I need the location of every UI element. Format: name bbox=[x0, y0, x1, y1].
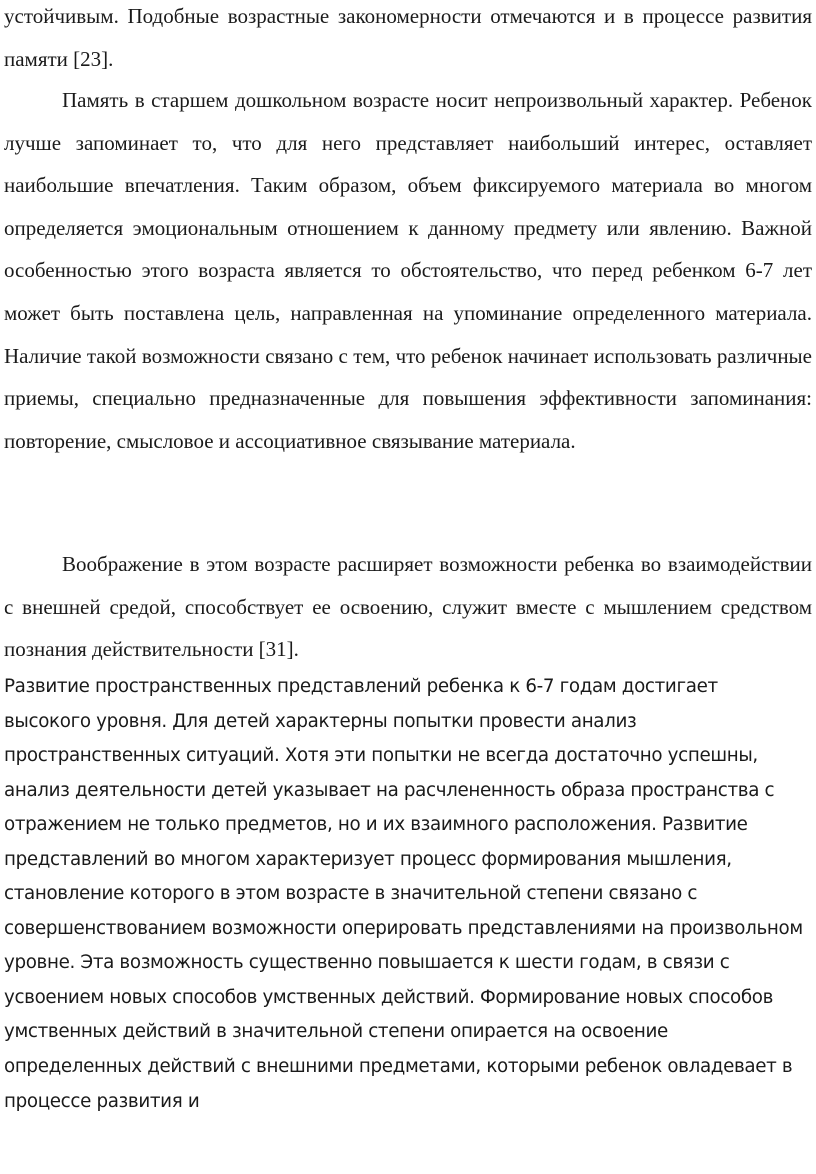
paragraph-spatial-representations bbox=[4, 670, 804, 1119]
paragraph-text: устойчивым. Подобные возрастные закономерности отмечаются и в процессе развития памяти [23]. bbox=[4, 4, 812, 71]
paragraph-text: Воображение в этом возрасте расширяет возможности ребенка во взаимодействии с внешней средой, способствует ее освоению, служит вместе с мышлением средством познания действительности [31]. bbox=[4, 552, 812, 662]
paragraph-text: Память в старшем дошкольном возрасте носит непроизвольный характер. Ребенок лучше запоминает то, что для него представляет наибольший интерес, оставляет наибольшие впечатления. Таким образом, объем фиксируемого материала во многом определяется эмоциональным отношением к данному предмету или явлению. Важной особенностью этого возраста является то обстоятельство, что перед ребенком 6-7 лет может быть поставлена цель, направленная на упоминание определенного материала. Наличие такой возможности связано с тем, что ребенок начинает использовать различные приемы, специально предназначенные для повышения эффективности запоминания: повторение, смысловое и ассоциативное связывание материала. bbox=[4, 88, 812, 453]
paragraph-memory-continuation bbox=[4, 0, 812, 80]
paragraph-memory bbox=[4, 79, 812, 462]
paragraph-text: Развитие пространственных представлений ребенка к 6-7 годам достигает высокого уровня. Для детей характерны попытки провести анализ пространственных ситуаций. Хотя эти попытки не всегда достаточно успешны, анализ деятельности детей указывает на расчлененность образа пространства с отражением не только предметов, но и их взаимного расположения. Развитие представлений во многом характеризует процесс формирования мышления, становление которого в этом возрасте в значительной степени связано с совершенствованием возможности оперировать представлениями на произвольном уровне. Эта возможность существенно повышается к шести годам, в связи с усвоением новых способов умственных действий. Формирование новых способов умственных действий в значительной степени опирается на освоение определенных действий с внешними предметами, которыми ребенок овладевает в процессе развития и bbox=[4, 676, 803, 1112]
paragraph-imagination bbox=[4, 543, 812, 671]
